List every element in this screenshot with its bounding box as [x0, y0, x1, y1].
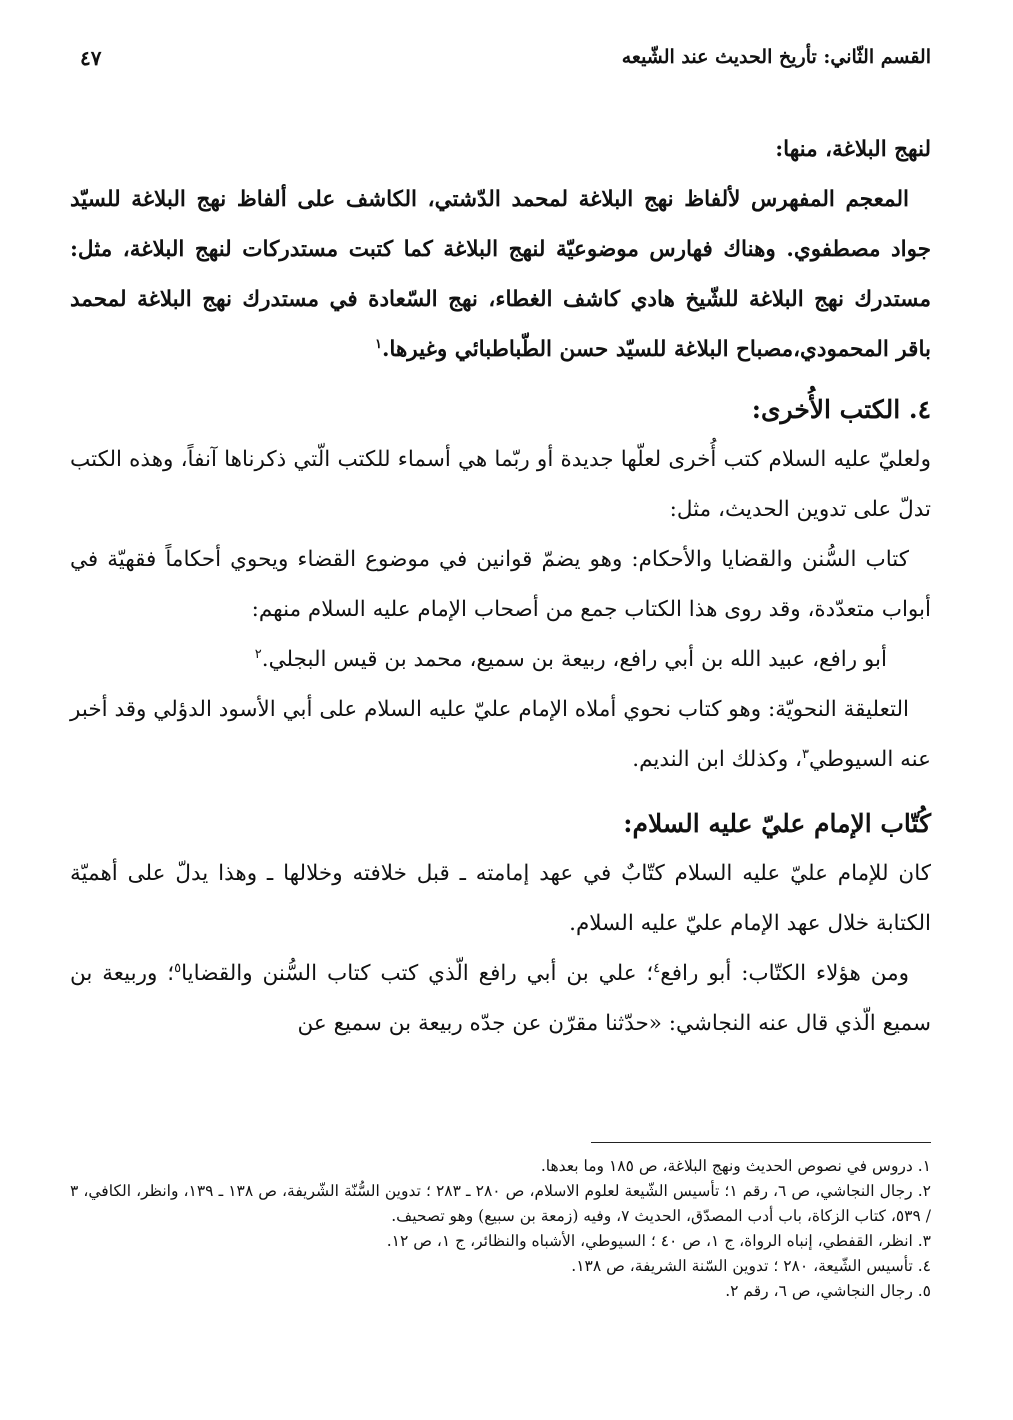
section-heading-scribes: كُتّاب الإمام عليّ عليه السلام:	[623, 809, 931, 838]
footnote-ref-5: ٥	[174, 960, 182, 976]
footnote-1: ١. دروس في نصوص الحديث ونهج البلاغة، ص ١٨٥ وما بعدها.	[540, 1157, 931, 1175]
footnote-3: ٣. انظر، القفطي، إنباه الرواة، ج ١، ص ٤٠ ؛ السيوطي، الأشباه والنظائر، ج ١، ص ١٢.	[386, 1232, 931, 1250]
paragraph-4: كتاب السُّنن والقضايا والأحكام: وهو يضمّ قوانين في موضوع القضاء ويحوي أحكاماً فقهيّة في أبواب متعدّدة، وقد روى هذا الكتاب جمع من أصحاب الإمام عليه السلام منهم:	[70, 547, 931, 622]
running-header-title: القسم الثّاني: تأريخ الحديث عند الشّيعه	[621, 46, 931, 68]
paragraph-6	[70, 685, 931, 785]
section-heading-other-books: ٤. الكتب الأُخرى:	[751, 395, 931, 424]
paragraph-6-text-a: التعليقة النحويّة: وهو كتاب نحوي أملاه الإمام عليّ عليه السلام على أبي الأسود الدؤلي وقد أخبر عنه السيوطي	[70, 697, 931, 772]
paragraph-3: ولعليّ عليه السلام كتب أُخرى لعلّها جديدة أو ربّما هي أسماء للكتب الّتي ذكرناها آنفاً، وهذه الكتب تدلّ على تدوين الحديث، مثل:	[70, 447, 931, 522]
footnote-ref-2: ٢	[254, 646, 262, 662]
paragraph-8-text-c: ؛ وربيعة بن سميع الّذي قال عنه النجاشي: «حدّثنا مقرّن عن جدّه ربيعة بن سميع عن	[70, 961, 931, 1036]
footnote-4: ٤. تأسيس الشّيعة، ٢٨٠ ؛ تدوين السّنة الشريفة، ص ١٣٨.	[571, 1257, 931, 1275]
paragraph-7: كان للإمام عليّ عليه السلام كتّابٌ في عهد إمامته ـ قبل خلافته وخلالها ـ وهذا يدلّ على أهميّة الكتابة خلال عهد الإمام عليّ عليه السلام.	[70, 861, 931, 936]
footnote-5: ٥. رجال النجاشي، ص ٦، رقم ٢.	[725, 1282, 931, 1300]
footnotes	[70, 1154, 931, 1304]
footnote-ref-1: ١	[374, 336, 382, 352]
main-text	[70, 125, 931, 1049]
footnote-separator	[591, 1142, 931, 1143]
page-number: ٤٧	[80, 46, 102, 70]
paragraph-2	[70, 175, 931, 375]
footnote-ref-3: ٣	[802, 746, 809, 762]
footnote-ref-4: ٤	[653, 960, 661, 976]
paragraph-6-text-b: ، وكذلك ابن النديم.	[632, 747, 802, 772]
running-header	[70, 46, 931, 78]
paragraph-2-text: المعجم المفهرس لألفاظ نهج البلاغة لمحمد الدّشتي، الكاشف على ألفاظ نهج البلاغة للسيّد جواد مصطفوي. وهناك فهارس موضوعيّة لنهج البلاغة كما كتبت مستدركات لنهج البلاغة، مثل: مستدرك نهج البلاغة للشّيخ هادي كاشف الغطاء، نهج السّعادة في مستدرك نهج البلاغة لمحمد باقر المحمودي،مصباح البلاغة للسيّد حسن الطّباطبائي وغيرها.	[70, 187, 931, 362]
paragraph-8-text-b: ؛ علي بن أبي رافع الّذي كتب كتاب السُّنن والقضايا	[181, 961, 654, 986]
book-page	[70, 0, 931, 1420]
paragraph-1: لنهج البلاغة، منها:	[775, 137, 931, 162]
paragraph-8-text-a: ومن هؤلاء الكتّاب: أبو رافع	[660, 961, 909, 986]
paragraph-5	[70, 635, 931, 685]
paragraph-5-text: أبو رافع، عبيد الله بن أبي رافع، ربيعة بن سميع، محمد بن قيس البجلي.	[261, 647, 887, 672]
paragraph-8	[70, 949, 931, 1049]
footnote-2: ٢. رجال النجاشي، ص ٦، رقم ١؛ تأسيس الشّيعة لعلوم الاسلام، ص ٢٨٠ ـ ٢٨٣ ؛ تدوين السُّنّة الشّريفة، ص ١٣٨ ـ ١٣٩، وانظر، الكافي، ٣ / ٥٣٩، كتاب الزكاة، باب أدب المصدّق، الحديث ٧، وفيه (زمعة بن سبيع) وهو تصحيف.	[70, 1182, 931, 1225]
